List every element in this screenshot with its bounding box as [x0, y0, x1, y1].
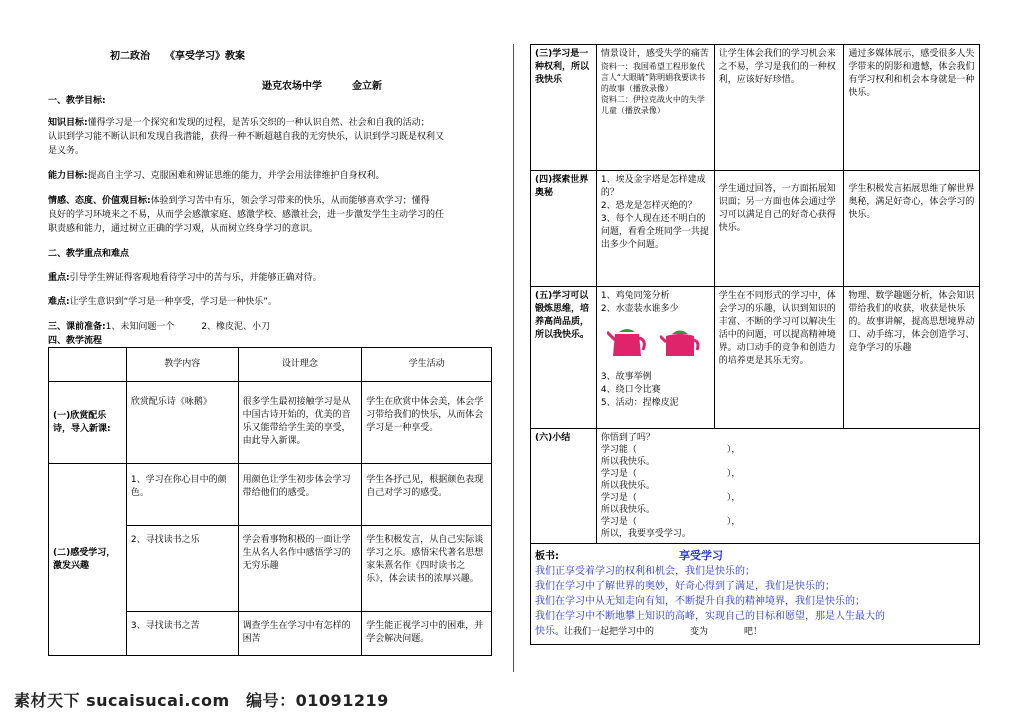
teaching-flow-table — [48, 347, 492, 656]
board-line-1: 我们正享受着学习的权利和机会，我们是快乐的； — [535, 566, 755, 577]
stage-4-content-line-2: 2、恐龙是怎样灭绝的？ — [600, 201, 697, 211]
stage-5-activity: 物理、数学趣题分析，体会知识带给我们的收获，收获是快乐的。故事讲解，提高思想境界动口、动手练习，体会创造学习、竞争学习的乐趣 — [844, 287, 980, 429]
teapot-icon-left — [607, 324, 647, 360]
board-title: 享受学习 — [679, 549, 723, 562]
stage-2-item-3-activity: 学生能正视学习中的困难，并学会解决问题。 — [362, 612, 492, 656]
watermark-text: 素材天下 sucaisucai.com 编号：01091219 — [14, 691, 389, 710]
stage-1: (一)欣赏配乐诗，导入新课: — [49, 382, 127, 464]
stage-1-idea: 很多学生最初接触学习是从中国古诗开始的，优美的音乐又能带给学生美的享受，由此导入新课。 — [238, 382, 362, 464]
stage-1-content: 欣赏配乐诗《咏鹅》 — [126, 382, 238, 464]
board-line-2: 我们在学习中了解世界的奥妙，好奇心得到了满足，我们是快乐的； — [535, 581, 835, 592]
stage-5-content — [596, 287, 714, 429]
header-activity: 学生活动 — [362, 348, 492, 382]
stage-5-content-line-2: 2、水壶装水谁多少 — [600, 304, 679, 314]
stage-4-content-line-3: 3、每个人现在还不明白的问题，看看全班同学一共提出多少个问题。 — [600, 214, 709, 250]
summary-line-4: 学习是（ ）， — [600, 469, 741, 479]
stage-3-idea: 让学生体会我们的学习机会来之不易，学习是我们的一种权利，应该好好珍惜。 — [714, 45, 844, 171]
difficult-point — [48, 296, 277, 309]
summary-line-3: 所以我快乐。 — [600, 457, 655, 467]
flow-table-continued — [530, 44, 980, 645]
difficult-label: 难点: — [48, 297, 70, 307]
board-line-3: 我们在学习中从无知走向有知，不断提升自我的精神境界，我们是快乐的； — [535, 596, 865, 607]
summary-line-5: 所以我快乐。 — [600, 481, 655, 491]
stage-4-content — [596, 171, 714, 287]
stage-2: (二)感受学习，激发兴趣 — [49, 464, 127, 656]
summary-line-1: 你悟到了吗？ — [600, 433, 655, 443]
stage-3-content-line-1: 情景设计，感受失学的痛苦 — [600, 49, 709, 59]
header-idea: 设计理念 — [238, 348, 362, 382]
board-line-5: 。让我们一起把学习中的 变为 吧！ — [555, 627, 763, 637]
difficult-text: 让学生意识到“学习是一种享受，学习是一种快乐”。 — [69, 297, 277, 307]
page-divider — [513, 44, 514, 672]
stage-4-idea: 学生通过回答，一方面拓展知识面；另一方面也体会通过学习可以满足自己的好奇心获得快乐。 — [714, 171, 844, 287]
stage-2-item-3-content: 3、寻找读书之苦 — [126, 612, 238, 656]
section-4-heading: 四、教学流程 — [48, 336, 103, 346]
table-corner — [49, 348, 127, 382]
stage-1-activity: 学生在欣赏中体会美，体会学习带给我们的快乐，从而体会学习是一种享受。 — [362, 382, 492, 464]
stage-2-item-1-content: 1、学习在你心目中的颜色。 — [126, 464, 238, 526]
knowledge-text: 懂得学习是一个探究和发现的过程，是苦乐交织的一种认识自然、社会和自我的活动； — [87, 118, 430, 128]
board-line-4: 我们在学习中不断地攀上知识的高峰，实现自己的目标和愿望，那是人生最大的 — [535, 611, 885, 622]
emotion-line-2: 良好的学习环境来之不易，从而学会感激家庭、感激学校、感激社会，进一步激发学生主动学习的任 — [48, 210, 445, 220]
stage-3-content-line-3: 资料二：伊拉克战火中的失学儿童（播放录像） — [600, 95, 705, 115]
stage-5-content-line-4: 4、绕口令比赛 — [600, 385, 661, 395]
teapot-illustration — [607, 324, 710, 365]
key-point — [48, 272, 322, 285]
knowledge-label: 知识目标: — [48, 118, 88, 128]
stage-6: (六)小结 — [531, 429, 597, 544]
section-2-heading: 二、教学重点和难点 — [48, 249, 130, 259]
stage-3: (三)学习是一种权利，所以我快乐 — [531, 45, 597, 171]
stage-5-content-line-3: 3、故事举例 — [600, 372, 652, 382]
knowledge-line-2: 认识到学习能不断认识和发现自我潜能，获得一种不断超越自我的无穷快乐，认识到学习既是权利又 — [48, 132, 445, 142]
knowledge-line-3: 是义务。 — [48, 146, 85, 156]
stage-5-content-line-5: 5、活动：捏橡皮泥 — [600, 398, 679, 408]
emotion-line-3: 职责感和能力，通过树立正确的学习观，从而树立终身学习的意识。 — [48, 224, 319, 234]
stage-3-activity: 通过多媒体展示，感受很多人失学带来的阴影和遗憾，体会我们有学习权利和机会本身就是一种快乐。 — [844, 45, 980, 171]
emotion-text: 体验到学习苦中有乐，领会学习带来的快乐，从而能够喜欢学习；懂得 — [150, 196, 430, 206]
stage-2-item-2-idea: 学会看事物积极的一面让学生从名人名作中感悟学习的无穷乐趣 — [238, 526, 362, 612]
stage-2-item-3-idea: 调查学生在学习中有怎样的困苦 — [238, 612, 362, 656]
stage-2-item-1-activity: 学生各抒己见，根据颜色表现自己对学习的感受。 — [362, 464, 492, 526]
summary-line-6: 学习是（ ）， — [600, 493, 741, 503]
doc-author: 逊克农场中学 金立新 — [262, 81, 382, 92]
section-3-text: 1、未知问题一个 2、橡皮泥、小刀 — [105, 322, 271, 332]
stage-2-item-2-content: 2、寻找读书之乐 — [126, 526, 238, 612]
emotion-goal — [48, 195, 430, 208]
summary-line-9: 所以，我要享受学习。 — [600, 529, 691, 539]
stage-4-activity: 学生积极发言拓展思维了解世界奥秘，满足好奇心，体会学习的快乐。 — [844, 171, 980, 287]
ability-goal — [48, 170, 385, 183]
stage-5-idea: 学生在不同形式的学习中，体会学习的乐趣，认识到知识的丰富、不断的学习可以解决生活中的问题，可以提高精神境界。动口动手的竞争和创造力的培养更是其乐无穷。 — [714, 287, 844, 429]
stage-5-content-line-1: 1、鸡兔同笼分析 — [600, 291, 670, 301]
section-1-heading: 一、教学目标: — [48, 96, 106, 106]
header-content: 教学内容 — [126, 348, 238, 382]
summary-line-8: 学习是（ ）， — [600, 517, 741, 527]
blackboard-summary — [531, 544, 980, 645]
stage-4-content-line-1: 1、埃及金字塔是怎样建成的？ — [600, 175, 706, 198]
emotion-label: 情感、态度、价值观目标: — [48, 196, 151, 206]
section-3 — [48, 321, 270, 334]
summary-line-7: 所以我快乐。 — [600, 505, 655, 515]
board-label: 板书: — [535, 551, 559, 562]
stage-5: (五)学习可以锻炼思维，培养高尚品质，所以我快乐。 — [531, 287, 597, 429]
ability-label: 能力目标: — [48, 171, 88, 181]
teapot-icon-right — [660, 324, 700, 360]
section-3-heading: 三、课前准备: — [48, 322, 106, 332]
key-text: 引导学生辨证得客观地看待学习中的苦与乐，并能够正确对待。 — [69, 273, 322, 283]
doc-title: 初二政治 《享受学习》教案 — [110, 51, 245, 62]
knowledge-goal — [48, 117, 430, 130]
stage-4: (四)探索世界奥秘 — [531, 171, 597, 287]
stage-2-item-2-activity: 学生积极发言，从自己实际谈学习之乐。感悟宋代著名思想家朱熹名作《四时读书之乐》，体会读书的浓厚兴趣。 — [362, 526, 492, 612]
board-line-5-highlight: 快乐 — [535, 626, 555, 637]
stage-3-content — [596, 45, 714, 171]
stage-3-content-line-2: 资料一：我国希望工程形象代言人“大眼睛”陈明娟我要读书的故事（播放录像） — [600, 62, 706, 93]
ability-text: 提高自主学习、克服困难和辨证思维的能力，并学会用法律维护自身权利。 — [87, 171, 385, 181]
summary-line-2: 学习能（ ）， — [600, 445, 741, 455]
summary-fill-in — [596, 429, 979, 544]
key-label: 重点: — [48, 273, 70, 283]
stage-2-item-1-idea: 用颜色让学生初步体会学习带给他们的感受。 — [238, 464, 362, 526]
